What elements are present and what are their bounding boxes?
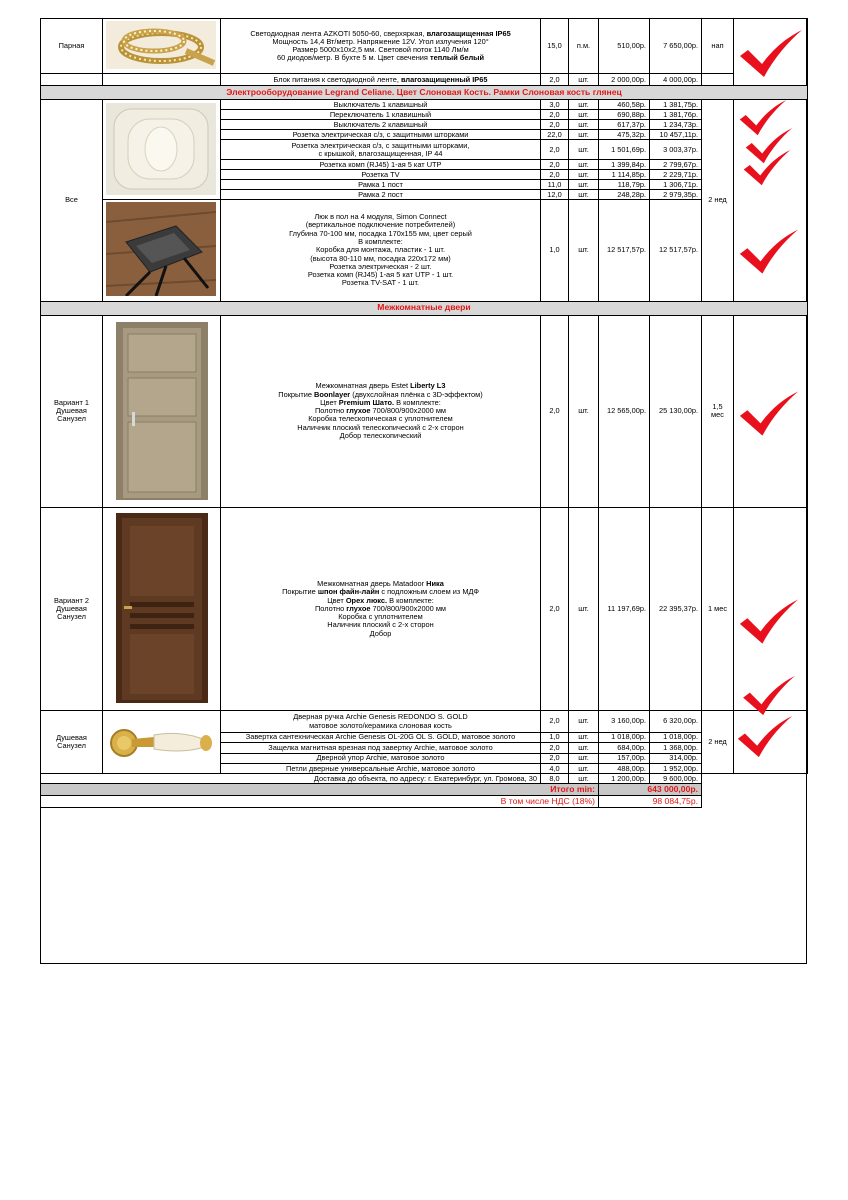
section-header-doors: Межкомнатные двери (41, 301, 808, 315)
table-row (41, 19, 808, 74)
checkmark-icon (738, 228, 800, 276)
table-row-delivery: Доставка до объекта, по адресу: г. Екатеринбург, ул. Громова, 30 8,0 шт. 1 200,00р. 9 600,00р. (41, 774, 808, 784)
total-row (41, 784, 808, 796)
sum-cell: 4 000,00р. (650, 74, 702, 86)
price-cell: 2 000,00р. (599, 74, 650, 86)
table-row: Розетка комп (RJ45) 1-ая 5 кат UTP 2,0 шт. 1 399,84р. 2 799,67р. (41, 160, 808, 170)
section-header-electric: Электрооборудование Legrand Celiane. Цвет Слоновая Кость. Рамки Слоновая кость глянец (41, 86, 808, 100)
checkmark-icon (738, 390, 800, 438)
price-cell: 510,00р. (599, 19, 650, 74)
table-row: Вариант 1 Душевая Санузел Межкомнатная дверь Estet Liberty L3 Покрытие Boonlayer (двухслойная плёнка с 3D-эффектом) Цвет Premium Шато. В комплекте: Полотно глухое 700/800/900х2000 мм Коробка телескопическая с уплотнителем Наличник плоский телескопический с 2-х сторон Добор телескопический 2,0 шт. 12 565,00р. 25 130,00р. 1,5 мес (41, 315, 808, 507)
table-row: Петли дверные универсальные Archie, матовое золото 4,0 шт. 488,00р. 1 952,00р. (41, 763, 808, 773)
door-matadoor-description: Межкомнатная дверь Matadoor Ника Покрытие шпон файн-лайн с подложным слоем из МДФ Цвет Орех люкс. В комплекте: Полотно глухое 700/800/900х2000 мм Коробка с уплотнителем Наличник плоский с 2-х сторон Добор (221, 507, 541, 710)
room-cell: Душевая Санузел (41, 711, 103, 774)
total-value: 643 000,00р. (599, 784, 702, 796)
table-row: Рамка 1 пост 11,0 шт. 118,79р. 1 306,71р. (41, 180, 808, 190)
door-handle-image (103, 711, 221, 774)
door-matadoor-image (103, 507, 221, 710)
led-description: Светодиодная лента AZKOTI 5050-60, сверхяркая, влагозащищенная IP65 Мощность 14,4 Вт/метр. Напряжение 12V. Угол излучения 120° Размер 5000х10х2,5 мм. Световой поток 1140 Лм/м 60 диодов/метр. В бухте 5 м. Цвет свечения теплый белый (221, 19, 541, 74)
switch-image (103, 100, 221, 200)
term-cell: 2 нед (702, 100, 734, 301)
table-row: Все Выключатель 1 клавишный 3,0 шт. 460,58р. 1 381,75р. 2 нед (41, 100, 808, 110)
door-estet-image (103, 315, 221, 507)
floor-box-description: Люк в пол на 4 модуля, Simon Connect (вертикальное подключение потребителей) Глубина 70-100 мм, посадка 170х155 мм, цвет серый В комплекте: Коробка для монтажа, пластик - 1 шт. (высота 80-110 мм, посадка 220х172 мм) Розетка электрическая - 2 шт. Розетка комп (RJ45) 1-ая 5 кат UTP - 1 шт. Розетка TV-SAT - 1 шт. (221, 200, 541, 301)
total-label: Итого min: (41, 784, 599, 796)
room-cell: Парная (41, 19, 103, 74)
term-cell: 2 нед (702, 711, 734, 774)
specification-table (40, 18, 808, 808)
table-row: Дверной упор Archie, матовое золото 2,0 шт. 157,00р. 314,00р. (41, 753, 808, 763)
vat-label: В том числе НДС (18%) (41, 796, 599, 808)
checkmark-icon (734, 716, 796, 758)
checkmark-icon (738, 676, 800, 716)
vat-value: 98 084,75р. (599, 796, 702, 808)
led-strip-image (103, 19, 221, 74)
table-row: Люк в пол на 4 модуля, Simon Connect (вертикальное подключение потребителей) Глубина 70-100 мм, посадка 170х155 мм, цвет серый В комплекте: Коробка для монтажа, пластик - 1 шт. (высота 80-110 мм, посадка 220х172 мм) Розетка электрическая - 2 шт. Розетка комп (RJ45) 1-ая 5 кат UTP - 1 шт. Розетка TV-SAT - 1 шт. 1,0 шт. 12 517,57р. 12 517,57р. (41, 200, 808, 301)
room-cell: Вариант 2 Душевая Санузел (41, 507, 103, 710)
vat-row (41, 796, 808, 808)
sum-cell: 7 650,00р. (650, 19, 702, 74)
door-estet-description: Межкомнатная дверь Estet Liberty L3 Покрытие Boonlayer (двухслойная плёнка с 3D-эффектом) Цвет Premium Шато. В комплекте: Полотно глухое 700/800/900х2000 мм Коробка телескопическая с уплотнителем Наличник плоский телескопический с 2-х сторон Добор телескопический (221, 315, 541, 507)
floor-box-image (103, 200, 221, 301)
table-row: Вариант 2 Душевая Санузел Межкомнатная дверь Matadoor Ника Покрытие шпон файн-лайн с подложным слоем из МДФ Цвет Орех люкс. В комплекте: Полотно глухое 700/800/900х2000 мм Коробка с уплотнителем Наличник плоский с 2-х сторон Добор 2,0 шт. 11 197,69р. 22 395,37р. 1 мес (41, 507, 808, 710)
table-row: Переключатель 1 клавишный 2,0 шт. 690,88р. 1 381,76р. (41, 110, 808, 120)
table-row: Розетка TV 2,0 шт. 1 114,85р. 2 229,71р. (41, 170, 808, 180)
table-row: Розетка электрическая с/з, с защитными шторками 22,0 шт. 475,32р. 10 457,11р. (41, 130, 808, 140)
unit-cell: п.м. (569, 19, 599, 74)
table-row: Завертка сантехническая Archie Genesis OL-20G OL S. GOLD, матовое золото 1,0 шт. 1 018,00р. 1 018,00р. (41, 732, 808, 742)
room-cell: Вариант 1 Душевая Санузел (41, 315, 103, 507)
room-cell: Все (41, 100, 103, 301)
term-cell: 1 мес (702, 507, 734, 710)
table-row (41, 74, 808, 86)
table-row: Выключатель 2 клавишный 2,0 шт. 617,37р. 1 234,73р. (41, 120, 808, 130)
unit-cell: шт. (569, 74, 599, 86)
table-row: Душевая Санузел Дверная ручка Archie Genesis REDONDO S. GOLD матовое золото/керамика слоновая кость 2,0 шт. 3 160,00р. 6 320,00р. 2 нед (41, 711, 808, 733)
checkmark-icon (738, 598, 800, 646)
table-row: Розетка электрическая с/з, с защитными шторками, с крышкой, влагозащищенная, IP 44 2,0 шт. 1 501,69р. 3 003,37р. (41, 140, 808, 160)
checkmark-icon (742, 150, 792, 186)
psu-description: Блок питания к светодиодной ленте, влагозащищенный IP65 (221, 74, 541, 86)
term-cell: 1,5 мес (702, 315, 734, 507)
table-row: Рамка 2 пост 12,0 шт. 248,28р. 2 979,35р. (41, 190, 808, 200)
table-row: Защелка магнитная врезная под завертку Archie, матовое золото 2,0 шт. 684,00р. 1 368,00р. (41, 743, 808, 753)
qty-cell: 15,0 (541, 19, 569, 74)
checkmark-icon (738, 30, 804, 78)
qty-cell: 2,0 (541, 74, 569, 86)
term-cell: нап (702, 19, 734, 74)
